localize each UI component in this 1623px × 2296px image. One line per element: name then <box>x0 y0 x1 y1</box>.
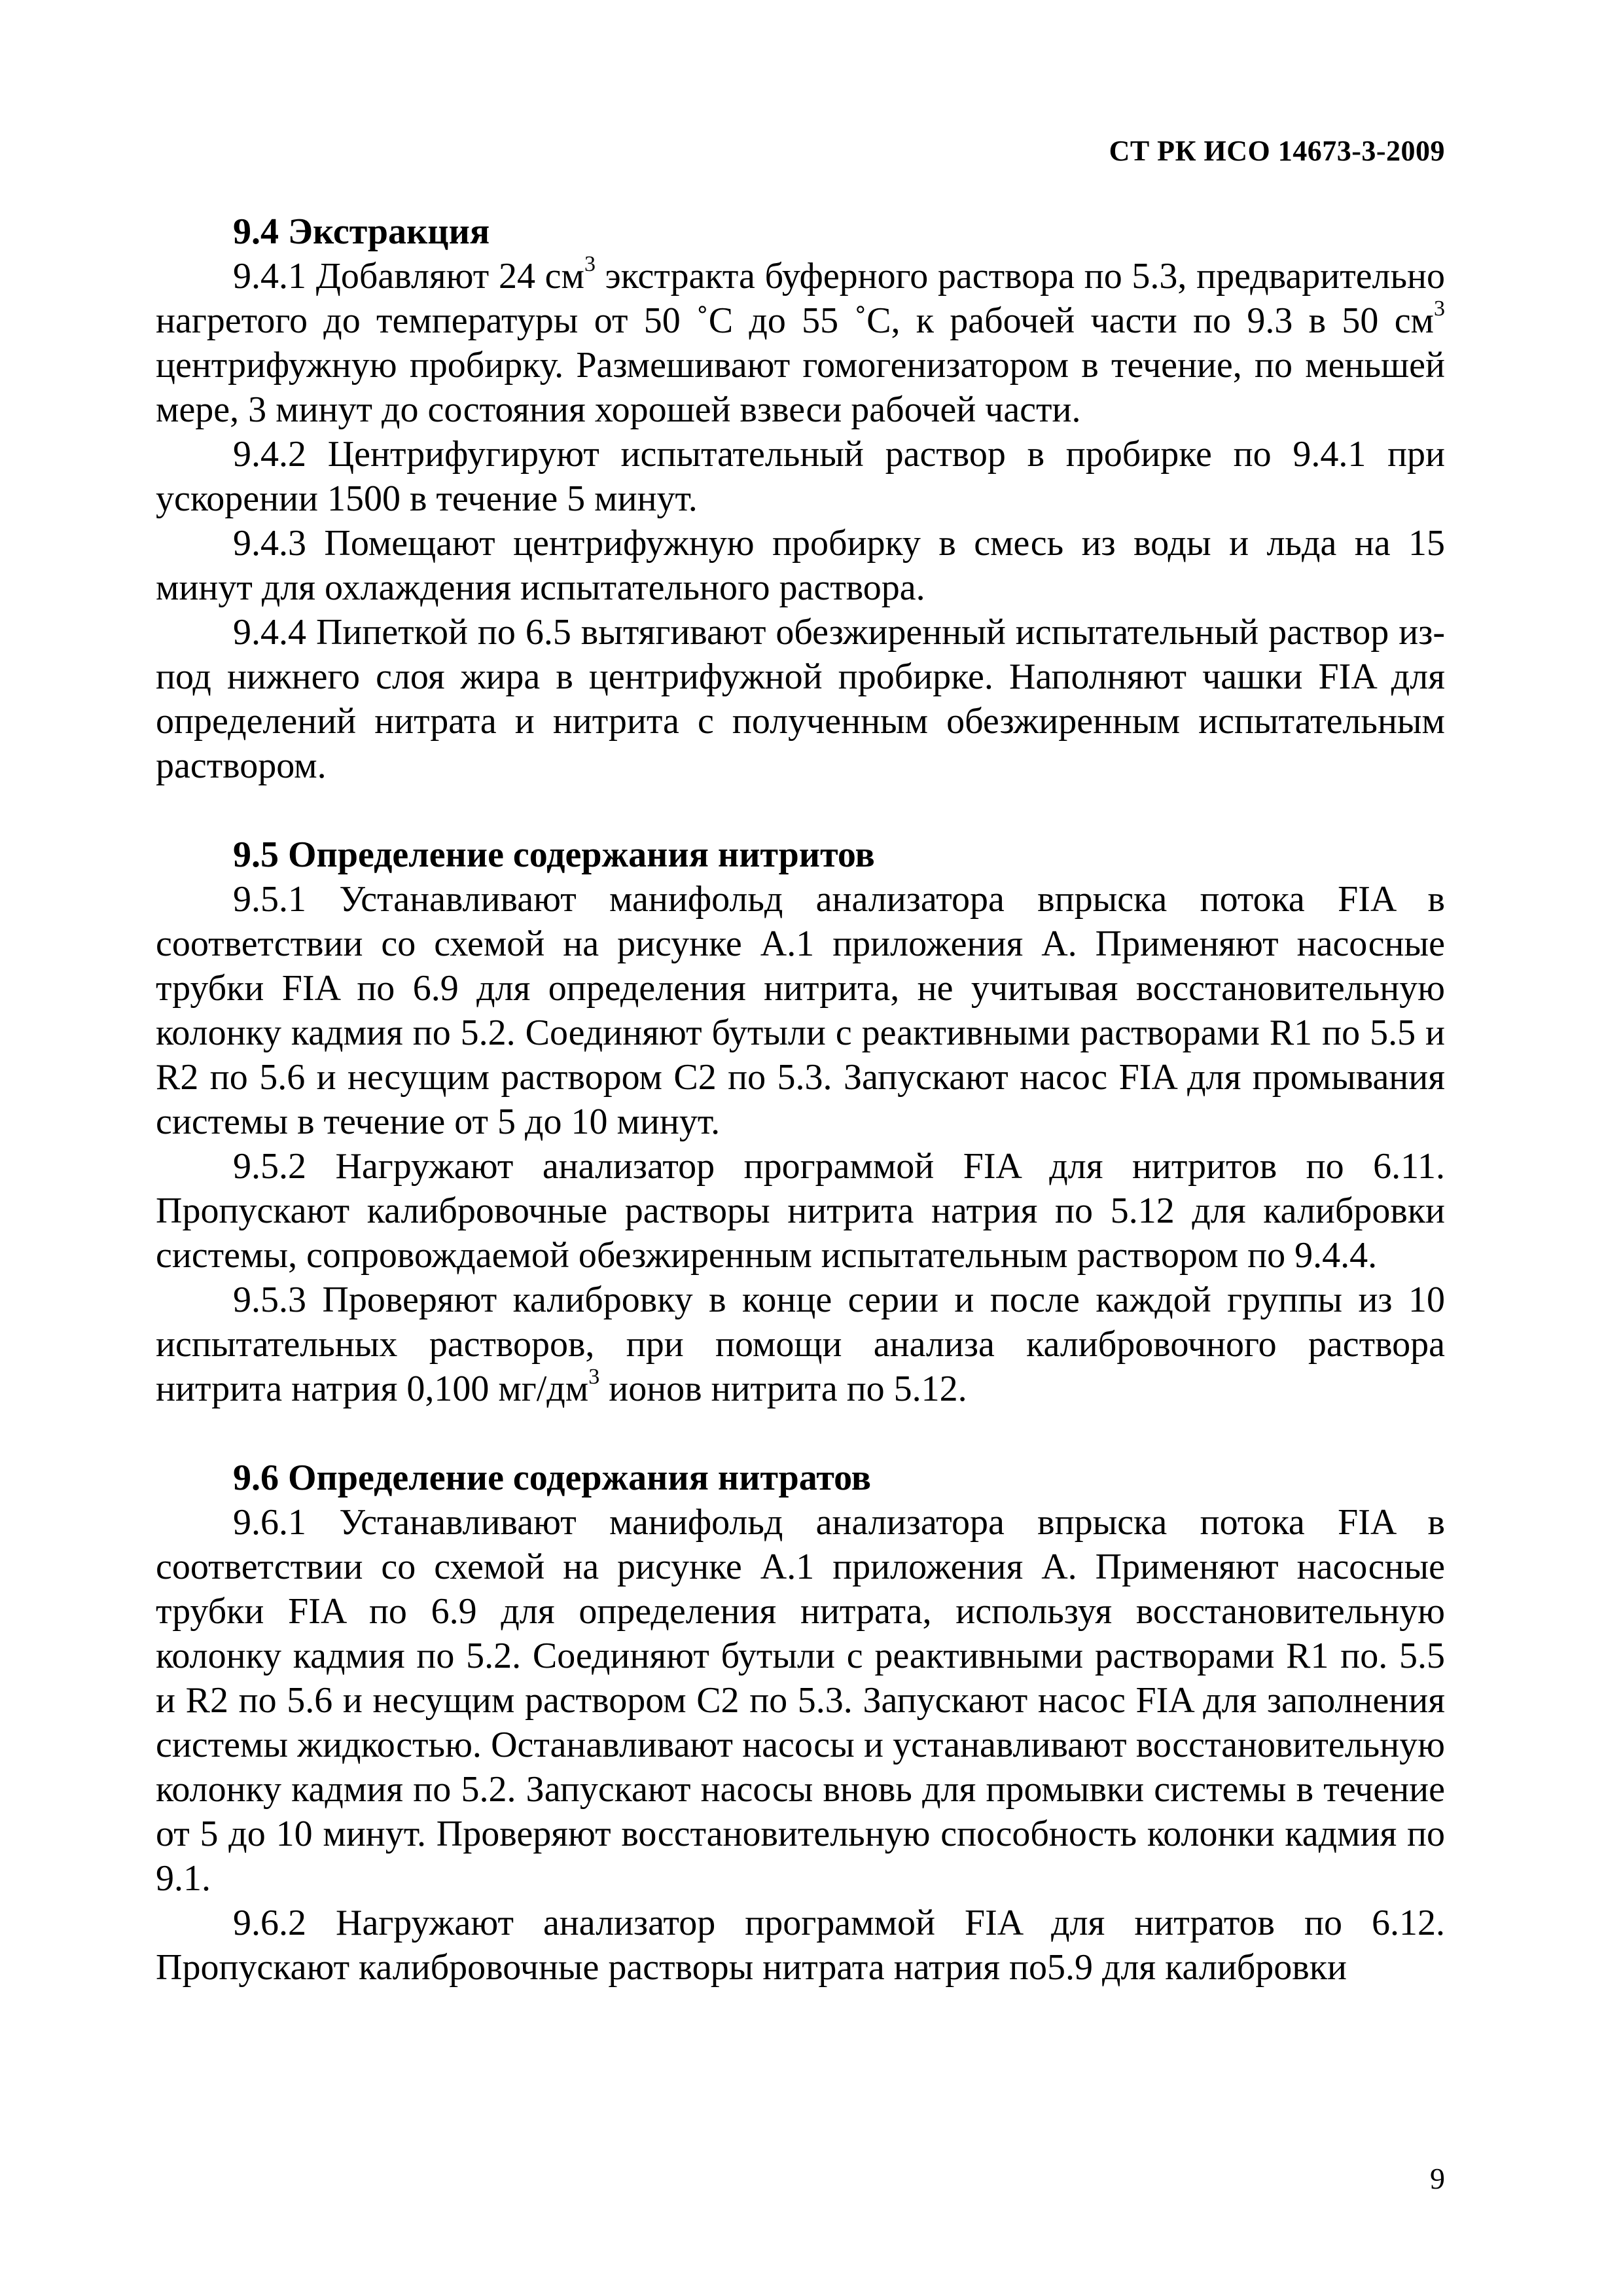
paragraph-9-5-1: 9.5.1 Устанавливают манифольд анализатора впрыска потока FIA в соответствии со схемой на рисунке А.1 приложения А. Применяют насосные трубки FIA по 6.9 для определения нитрита, не учитывая восстановительную колонку кадмия по 5.2. Соединяют бутыли с реактивными растворами R1 по 5.5 и R2 по 5.6 и несущим раствором С2 по 5.3. Запускают насос FIA для промывания системы в течение от 5 до 10 минут. <box>156 879 1445 1142</box>
standard-code-header: СТ РК ИСО 14673-3-2009 <box>1109 135 1445 167</box>
paragraph-9-4-4: 9.4.4 Пипеткой по 6.5 вытягивают обезжиренный испытательный раствор из-под нижнего слоя жира в центрифужной пробирке. Наполняют чашки FIA для определений нитрата и нитрита с полученным обезжиренным испытательным раствором. <box>156 612 1445 786</box>
section-9-5-title: 9.5 Определение содержания нитритов <box>233 834 875 875</box>
paragraph-9-4-1: 9.4.1 Добавляют 24 $см^3$ экстракта буферного раствора по 5.3, предварительно нагретого до температуры от 50 ˚С до 55 ˚С, к рабочей части по 9.3 в 50 $см^3$ центрифужную пробирку. Размешивают гомогенизатором в течение, по меньшей мере, 3 минут до состояния хорошей взвеси рабочей части. <box>156 252 1445 430</box>
paragraph-9-5-2: 9.5.2 Нагружают анализатор программой FIA для нитритов по 6.11. Пропускают калибровочные растворы нитрита натрия по 5.12 для калибровки системы, сопровождаемой обезжиренным испытательным раствором по 9.4.4. <box>156 1146 1445 1276</box>
paragraph-9-5-3: 9.5.3 Проверяют калибровку в конце серии и после каждой группы из 10 испытательных растворов, при помощи анализа калибровочного раствора нитрита натрия 0,100 $мг/дм^3$ ионов нитрита по 5.12. <box>156 1280 1445 1409</box>
section-spacer <box>156 788 1445 833</box>
paragraph-9-4-3: 9.4.3 Помещают центрифужную пробирку в смесь из воды и льда на 15 минут для охлаждения испытательного раствора. <box>156 523 1445 608</box>
section-9-6-title: 9.6 Определение содержания нитратов <box>233 1458 871 1498</box>
page-number: 9 <box>1430 2162 1445 2195</box>
section-spacer <box>156 1411 1445 1456</box>
section-9-4-title: 9.4 Экстракция <box>233 211 490 252</box>
paragraph-9-6-1: 9.6.1 Устанавливают манифольд анализатора впрыска потока FIA в соответствии со схемой на рисунке А.1 приложения А. Применяют насосные трубки FIA по 6.9 для определения нитрата, используя восстановительную колонку кадмия по 5.2. Соединяют бутыли с реактивными растворами R1 по. 5.5 и R2 по 5.6 и несущим раствором С2 по 5.3. Запускают насос FIA для заполнения системы жидкостью. Останавливают насосы и устанавливают восстановительную колонку кадмия по 5.2. Запускают насосы вновь для промывки системы в течение от 5 до 10 минут. Проверяют восстановительную способность колонки кадмия по 9.1. <box>156 1502 1445 1899</box>
paragraph-9-6-2: 9.6.2 Нагружают анализатор программой FIA для нитратов по 6.12. Пропускают калибровочные растворы нитрата натрия по5.9 для калибровки <box>156 1903 1445 1988</box>
paragraph-9-4-2: 9.4.2 Центрифугируют испытательный раствор в пробирке по 9.4.1 при ускорении 1500 в течение 5 минут. <box>156 434 1445 519</box>
page-content <box>156 209 1445 1990</box>
